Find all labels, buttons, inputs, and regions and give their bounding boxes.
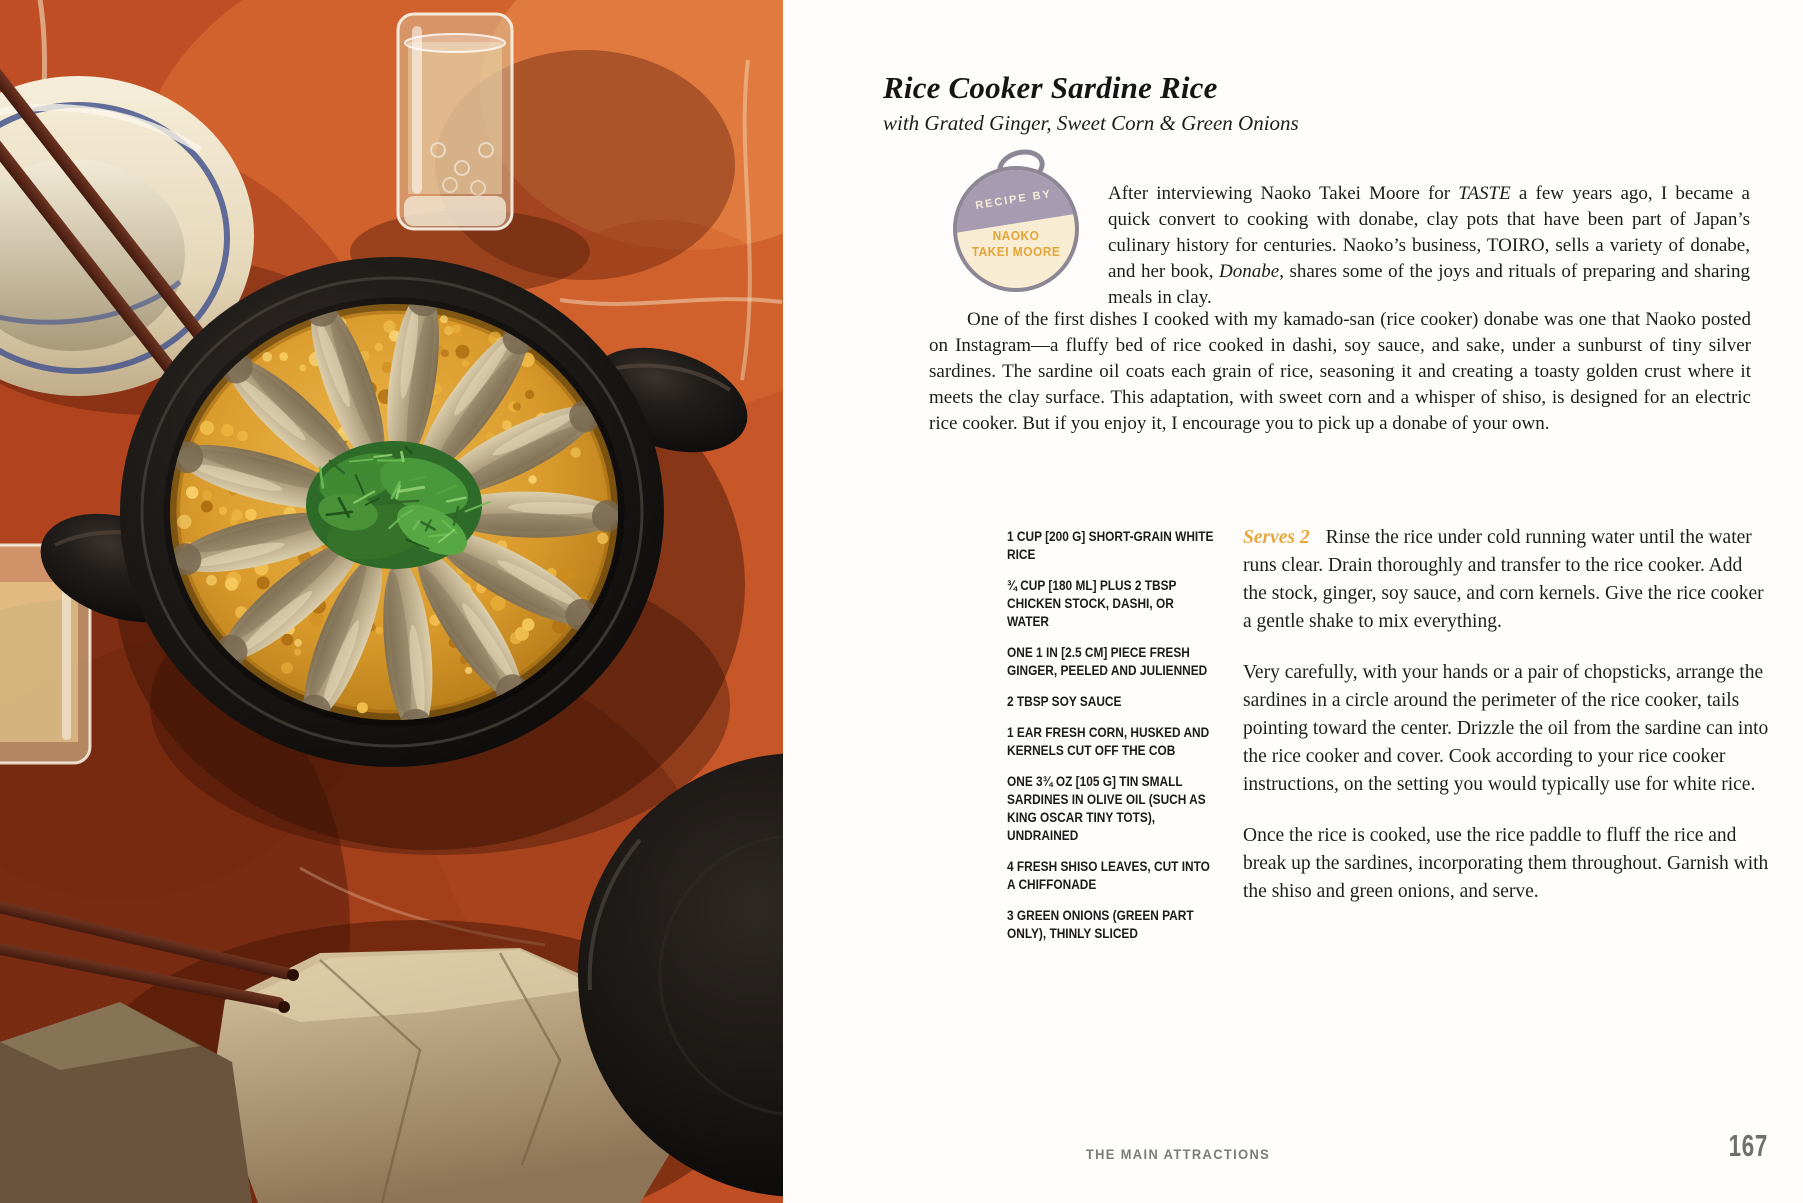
- food-photo: [0, 0, 783, 1203]
- ingredient-item: ONE 3¾ OZ [105 G] TIN SMALL SARDINES IN OLIVE OIL (SUCH AS KING OSCAR TINY TOTS), UNDRAINED: [1007, 774, 1206, 843]
- badge-label: RECIPE BY: [974, 188, 1053, 212]
- serves-label: Serves 2: [1243, 527, 1310, 548]
- step-1: Serves 2 Rinse the rice under cold running water until the water runs clear. Drain thoroughly and transfer to the rice cooker. Add the stock, ginger, soy sauce, and corn kernels. Give the rice cooker a gentle shake to mix everything.: [1243, 527, 1764, 632]
- intro-paragraph-1: After interviewing Naoko Takei Moore for TASTE a few years ago, I became a quick convert to cooking with donabe, clay pots that have been part of Japan’s culinary history for centuries. Naoko’s business, TOIRO, sells a variety of donabe, and her book, Donabe, shares some of the joys and rituals of preparing and sharing meals in clay.: [1108, 183, 1751, 308]
- ingredient-item: ¾ CUP [180 ML] PLUS 2 TBSP CHICKEN STOCK, DASHI, OR WATER: [1007, 578, 1177, 629]
- recipe-page: [783, 0, 1803, 1203]
- ingredient-item: 2 TBSP SOY SAUCE: [1007, 694, 1122, 709]
- intro-paragraph-2: One of the first dishes I cooked with my kamado-san (rice cooker) donabe was one that Naoko posted on Instagram—a fluffy bed of rice cooked in dashi, soy sauce, and sake, under a sunburst of tiny silver sardines. The sardine oil coats each grain of rice, seasoning it and creating a toasty golden crust where it meets the clay surface. This adaptation, with sweet corn and a whisper of shiso, is designed for an electric rice cooker. But if you enjoy it, I encourage you to pick up a donabe of your own.: [929, 309, 1751, 434]
- ingredient-item: ONE 1 IN [2.5 CM] PIECE FRESH GINGER, PEELED AND JULIENNED: [1007, 645, 1208, 678]
- step-3: Once the rice is cooked, use the rice paddle to fluff the rice and break up the sardines, incorporating them throughout. Garnish with the shiso and green onions, and serve.: [1243, 825, 1769, 902]
- page-number: 167: [1728, 1128, 1768, 1163]
- instructions: [1243, 524, 1769, 929]
- donabe-badge-icon: [953, 166, 1079, 292]
- ingredients-list: [1007, 528, 1215, 956]
- ingredient-item: 4 FRESH SHISO LEAVES, CUT INTO A CHIFFONADE: [1007, 859, 1210, 892]
- recipe-subtitle: with Grated Ginger, Sweet Corn & Green Onions: [883, 111, 1299, 135]
- ingredient-item: 1 CUP [200 G] SHORT-GRAIN WHITE RICE: [1007, 529, 1214, 562]
- badge-author: NAOKO TAKEI MOORE: [971, 228, 1061, 259]
- step-2: Very carefully, with your hands or a pair of chopsticks, arrange the sardines in a circle around the perimeter of the rice cooker, tails pointing toward the center. Drizzle the oil from the sardine can into the rice cooker and cover. Cook according to your rice cooker instructions, on the setting you would typically use for white rice.: [1243, 662, 1769, 795]
- recipe-by-badge: [951, 148, 1083, 294]
- recipe-title: Rice Cooker Sardine Rice: [883, 70, 1218, 105]
- ingredient-item: 1 EAR FRESH CORN, HUSKED AND KERNELS CUT OFF THE COB: [1007, 725, 1210, 758]
- ingredient-item: 3 GREEN ONIONS (GREEN PART ONLY), THINLY SLICED: [1007, 908, 1194, 941]
- chapter-footer: THE MAIN ATTRACTIONS: [1085, 1146, 1271, 1162]
